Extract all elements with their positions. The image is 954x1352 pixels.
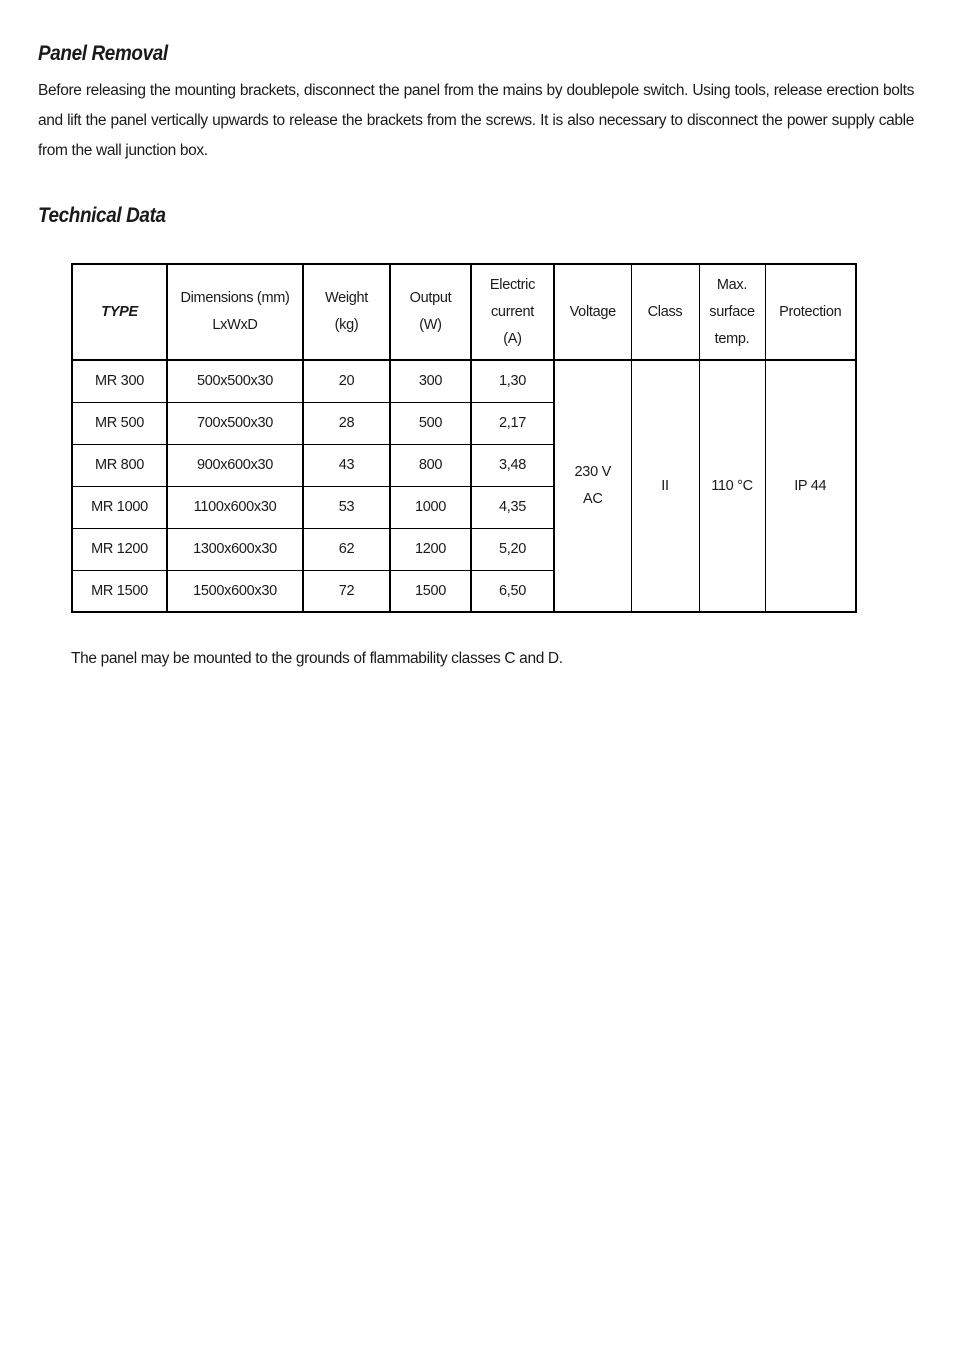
col-header-voltage: Voltage: [554, 264, 631, 360]
cell-output: 800: [390, 444, 471, 486]
col-header-dimensions-line2: LxWxD: [212, 317, 258, 333]
cell-weight: 72: [303, 570, 390, 612]
cell-current: 6,50: [471, 570, 554, 612]
col-header-current: [471, 264, 554, 360]
cell-output: 1500: [390, 570, 471, 612]
cell-output: 300: [390, 360, 471, 402]
cell-type: MR 1500: [72, 570, 167, 612]
voltage-line2: AC: [582, 491, 603, 507]
col-header-dimensions: [167, 264, 303, 360]
cell-current: 2,17: [471, 402, 554, 444]
col-header-temp-line3: temp.: [714, 330, 750, 347]
cell-output: 500: [390, 402, 471, 444]
cell-dimensions: 700x500x30: [167, 402, 303, 444]
cell-current: 1,30: [471, 360, 554, 402]
cell-current: 5,20: [471, 528, 554, 570]
col-header-type: TYPE: [72, 264, 167, 360]
col-header-protection: Protection: [765, 264, 856, 360]
table-row: [72, 360, 856, 402]
col-header-weight-line1: Weight: [324, 290, 369, 306]
cell-temp-shared: 110 °C: [699, 360, 765, 612]
col-header-weight: [303, 264, 390, 360]
cell-voltage-shared: [554, 360, 631, 612]
cell-weight: 53: [303, 486, 390, 528]
cell-class-shared: II: [631, 360, 699, 612]
flammability-note: The panel may be mounted to the grounds of flammability classes C and D.: [71, 650, 563, 667]
cell-weight: 43: [303, 444, 390, 486]
cell-weight: 20: [303, 360, 390, 402]
cell-dimensions: 1300x600x30: [167, 528, 303, 570]
panel-removal-text: Before releasing the mounting brackets, disconnect the panel from the mains by doublepole switch. Using tools, release erection bolts and lift the panel vertically upwards to release the brackets from the screws. It is also necessary to disconnect the power supply cable from the wall junction box.: [38, 82, 914, 159]
col-header-output-line2: (W): [419, 317, 442, 333]
cell-current: 3,48: [471, 444, 554, 486]
cell-weight: 28: [303, 402, 390, 444]
col-header-weight-line2: (kg): [334, 317, 359, 333]
cell-dimensions: 900x600x30: [167, 444, 303, 486]
col-header-current-line1: Electric: [489, 276, 536, 293]
table-header-row: [72, 264, 856, 360]
cell-dimensions: 1500x600x30: [167, 570, 303, 612]
cell-weight: 62: [303, 528, 390, 570]
cell-type: MR 1000: [72, 486, 167, 528]
cell-output: 1000: [390, 486, 471, 528]
col-header-temp-line2: surface: [709, 303, 755, 320]
col-header-temp-line1: Max.: [716, 276, 748, 293]
col-header-temp: [699, 264, 765, 360]
cell-type: MR 800: [72, 444, 167, 486]
cell-type: MR 300: [72, 360, 167, 402]
cell-dimensions: 1100x600x30: [167, 486, 303, 528]
cell-current: 4,35: [471, 486, 554, 528]
cell-type: MR 1200: [72, 528, 167, 570]
panel-removal-heading: Panel Removal: [38, 42, 168, 65]
cell-output: 1200: [390, 528, 471, 570]
col-header-dimensions-line1: Dimensions (mm): [180, 290, 290, 306]
col-header-class: Class: [631, 264, 699, 360]
col-header-output: [390, 264, 471, 360]
voltage-line1: 230 V: [574, 464, 611, 480]
cell-protection-shared: IP 44: [765, 360, 856, 612]
technical-data-table: [71, 263, 857, 613]
cell-type: MR 500: [72, 402, 167, 444]
col-header-current-line3: (A): [503, 330, 522, 347]
cell-dimensions: 500x500x30: [167, 360, 303, 402]
col-header-current-line2: current: [490, 303, 535, 320]
technical-data-heading: Technical Data: [38, 204, 166, 227]
col-header-output-line1: Output: [409, 290, 452, 306]
